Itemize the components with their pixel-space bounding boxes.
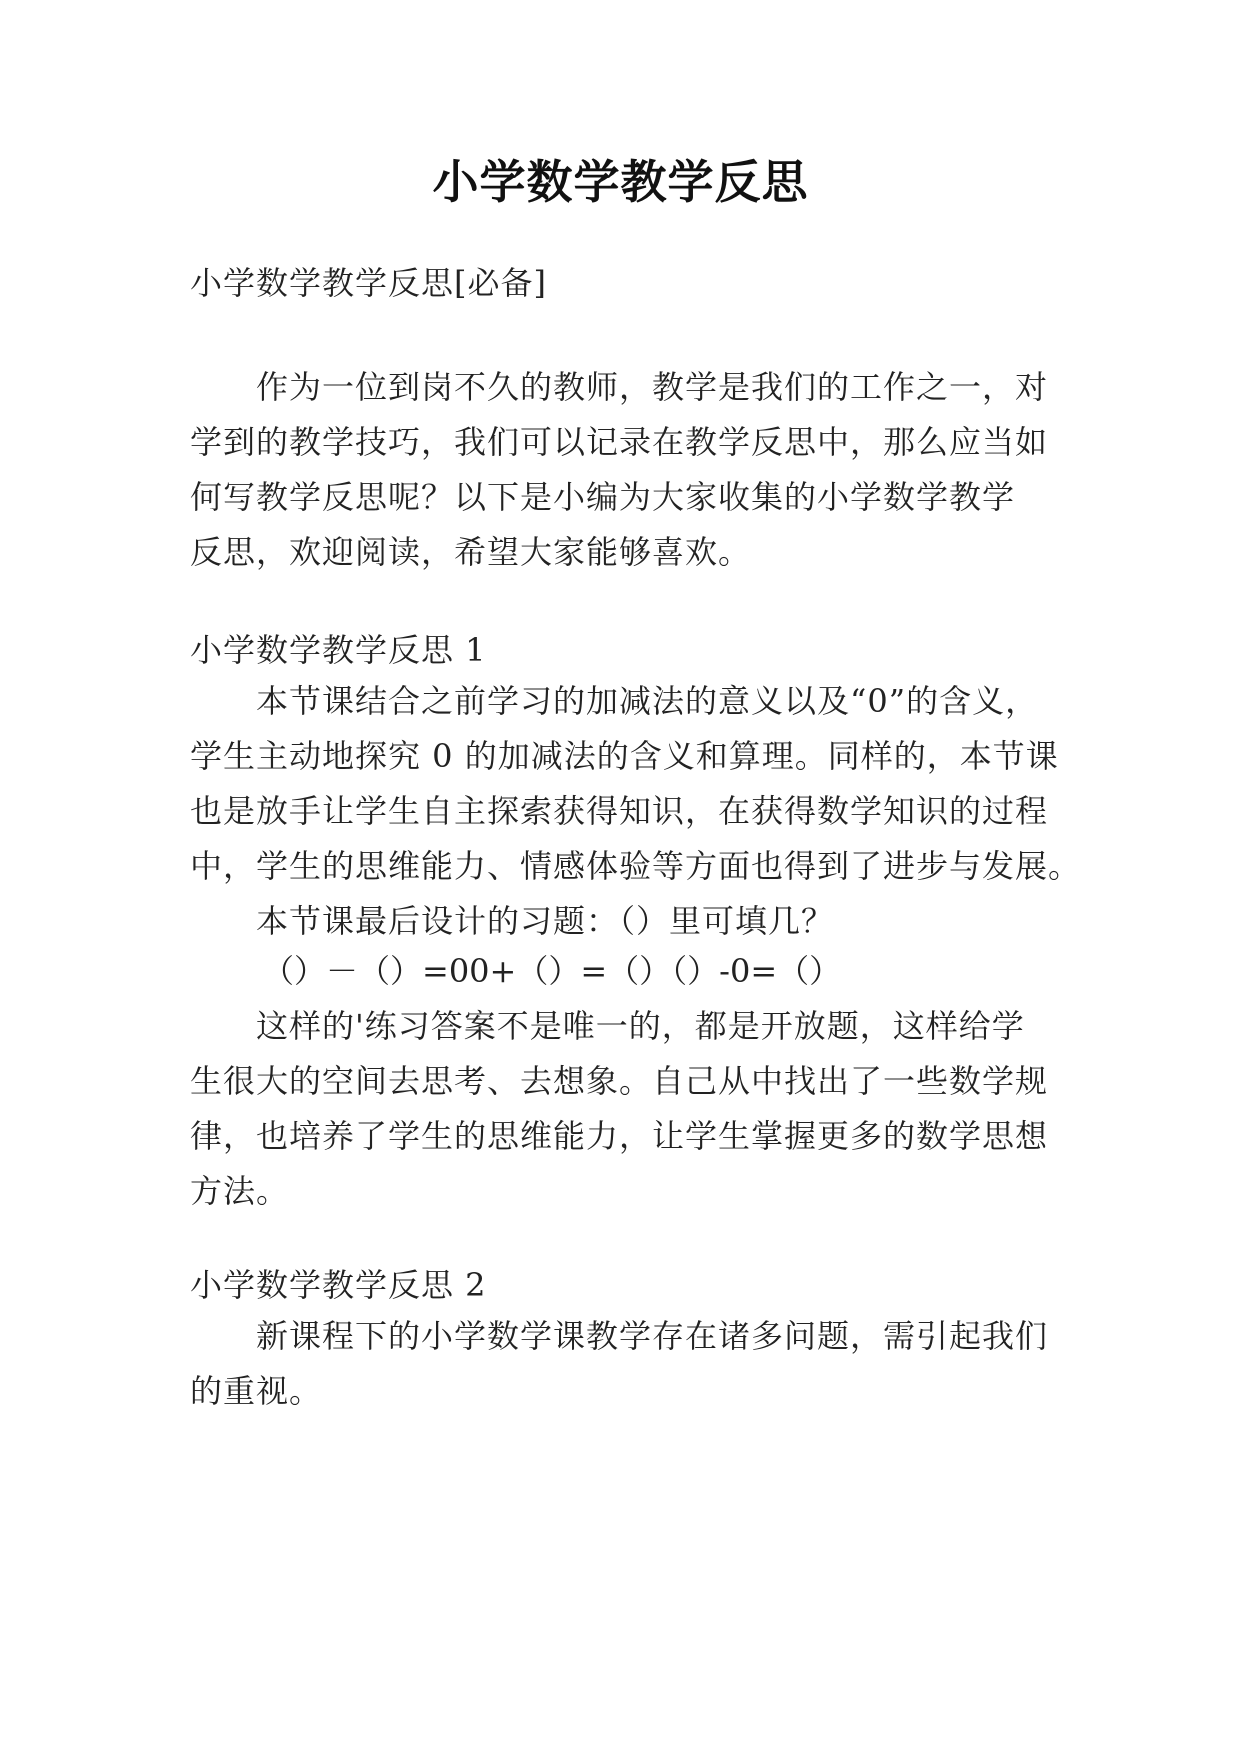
intro-line: 反思，欢迎阅读，希望大家能够喜欢。 — [190, 533, 752, 571]
paragraph-line: 学生主动地探究 0 的加减法的含义和算理。同样的，本节课 — [190, 737, 1059, 775]
paragraph-line: 这样的'练习答案不是唯一的，都是开放题，这样给学 — [256, 1007, 1025, 1045]
section-1-heading: 小学数学教学反思 1 — [190, 631, 487, 669]
section-2-heading: 小学数学教学反思 2 — [190, 1266, 487, 1304]
paragraph-line: 新课程下的小学数学课教学存在诸多问题，需引起我们 — [256, 1317, 1049, 1355]
paragraph-line: 也是放手让学生自主探索获得知识，在获得数学知识的过程 — [190, 792, 1049, 830]
paragraph-line: 生很大的空间去思考、去想象。自己从中找出了一些数学规 — [190, 1062, 1049, 1100]
document-title: 小学数学教学反思 — [432, 155, 809, 209]
document-subtitle: 小学数学教学反思[必备] — [190, 264, 547, 302]
paragraph-line: 中，学生的思维能力、情感体验等方面也得到了进步与发展。 — [190, 847, 1082, 885]
intro-line: 何写教学反思呢？以下是小编为大家收集的小学数学教学 — [190, 478, 1016, 516]
exercise-formula: （）－（）=00+（）=（）（）-0=（） — [262, 952, 842, 990]
paragraph-line: 律，也培养了学生的思维能力，让学生掌握更多的数学思想 — [190, 1117, 1049, 1155]
paragraph-line: 本节课结合之前学习的加减法的意义以及“0”的含义， — [256, 682, 1039, 720]
intro-line: 学到的教学技巧，我们可以记录在教学反思中，那么应当如 — [190, 423, 1049, 461]
intro-line: 作为一位到岗不久的教师，教学是我们的工作之一，对 — [256, 368, 1049, 406]
paragraph-line: 的重视。 — [190, 1372, 323, 1410]
exercise-intro: 本节课最后设计的习题：（）里可填几？ — [256, 902, 835, 940]
paragraph-line: 方法。 — [190, 1172, 290, 1210]
